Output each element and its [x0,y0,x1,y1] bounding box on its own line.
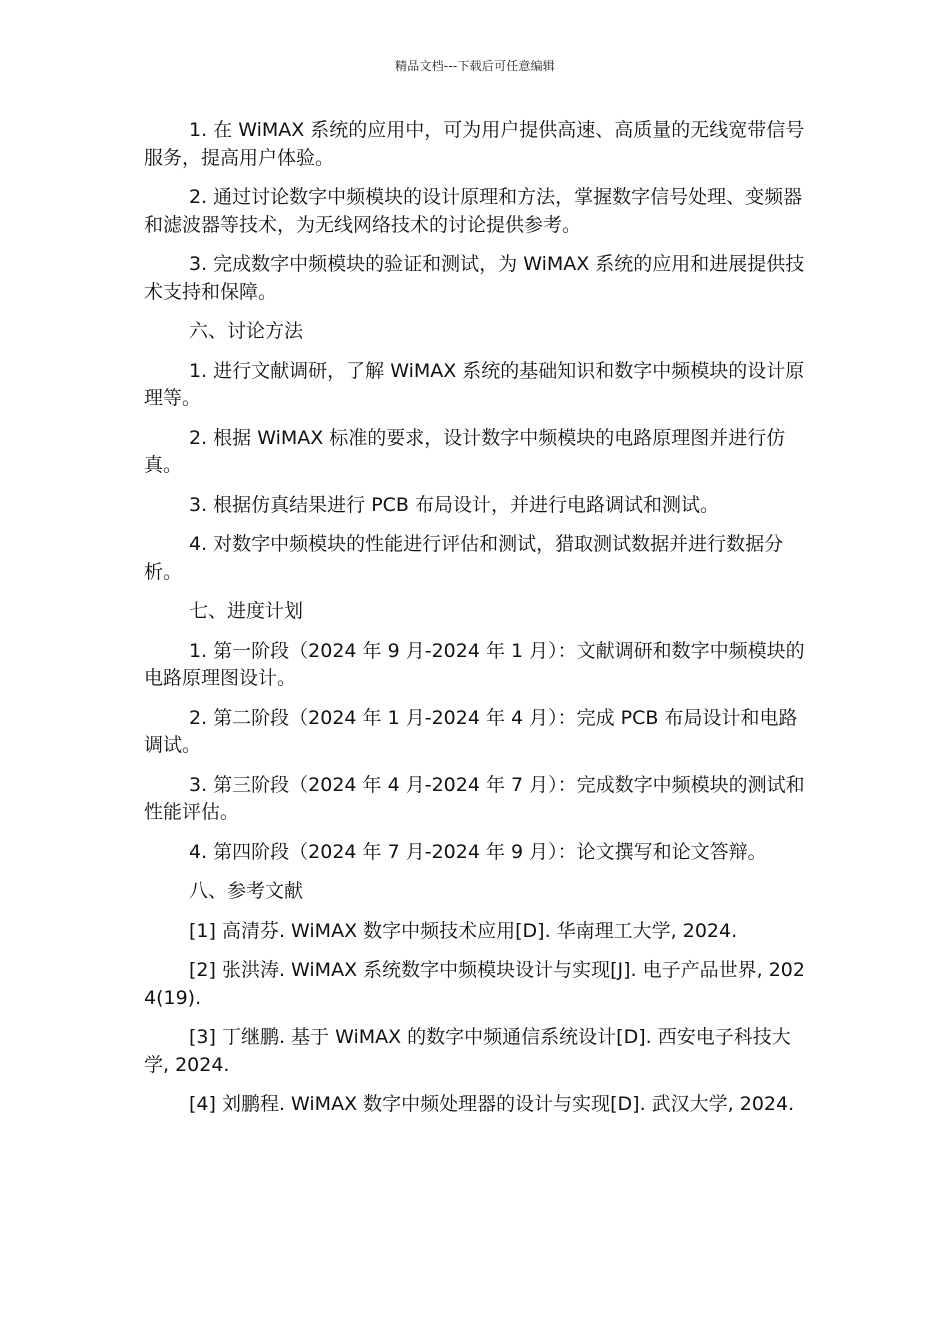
reference-item-3: [3] 丁继鹏. 基于 WiMAX 的数字中频通信系统设计[D]. 西安电子科技大学, 2024. [144,1026,791,1076]
page-header: 精品文档---下载后可任意编辑 [395,59,555,73]
section-heading-schedule: 七、进度计划 [189,600,304,622]
reference-item-4: [4] 刘鹏程. WiMAX 数字中频处理器的设计与实现[D]. 武汉大学, 2024. [189,1093,795,1115]
method-item-4: 4. 对数字中频模块的性能进行评估和测试，猎取测试数据并进行数据分析。 [144,533,784,583]
method-item-1: 1. 进行文献调研，了解 WiMAX 系统的基础知识和数字中频模块的设计原理等。 [144,359,805,409]
section-heading-references: 八、参考文献 [189,880,304,902]
method-item-3: 3. 根据仿真结果进行 PCB 布局设计，并进行电路调试和测试。 [189,493,720,516]
schedule-item-2: 2. 第二阶段（2024 年 1 月-2024 年 4 月）：完成 PCB 布局设计和电路调试。 [144,706,798,756]
section-heading-methods: 六、讨论方法 [189,320,304,342]
objective-item-3: 3. 完成数字中频模块的验证和测试，为 WiMAX 系统的应用和进展提供技术支持和保障。 [144,253,805,303]
schedule-item-3: 3. 第三阶段（2024 年 4 月-2024 年 7 月）：完成数字中频模块的测试和性能评估。 [144,773,805,823]
reference-item-1: [1] 高清芬. WiMAX 数字中频技术应用[D]. 华南理工大学, 2024. [189,919,738,942]
reference-item-2: [2] 张洪涛. WiMAX 系统数字中频模块设计与实现[J]. 电子产品世界, 2024(19). [144,959,805,1009]
schedule-item-4: 4. 第四阶段（2024 年 7 月-2024 年 9 月）：论文撰写和论文答辩。 [189,840,767,863]
objective-item-1: 1. 在 WiMAX 系统的应用中，可为用户提供高速、高质量的无线宽带信号服务，提高用户体验。 [144,119,805,169]
schedule-item-1: 1. 第一阶段（2024 年 9 月-2024 年 1 月）：文献调研和数字中频模块的电路原理图设计。 [144,639,805,689]
method-item-2: 2. 根据 WiMAX 标准的要求，设计数字中频模块的电路原理图并进行仿真。 [144,426,786,476]
document-body [144,117,806,1131]
objective-item-2: 2. 通过讨论数字中频模块的设计原理和方法，掌握数字信号处理、变频器和滤波器等技术，为无线网络技术的讨论提供参考。 [144,186,803,236]
